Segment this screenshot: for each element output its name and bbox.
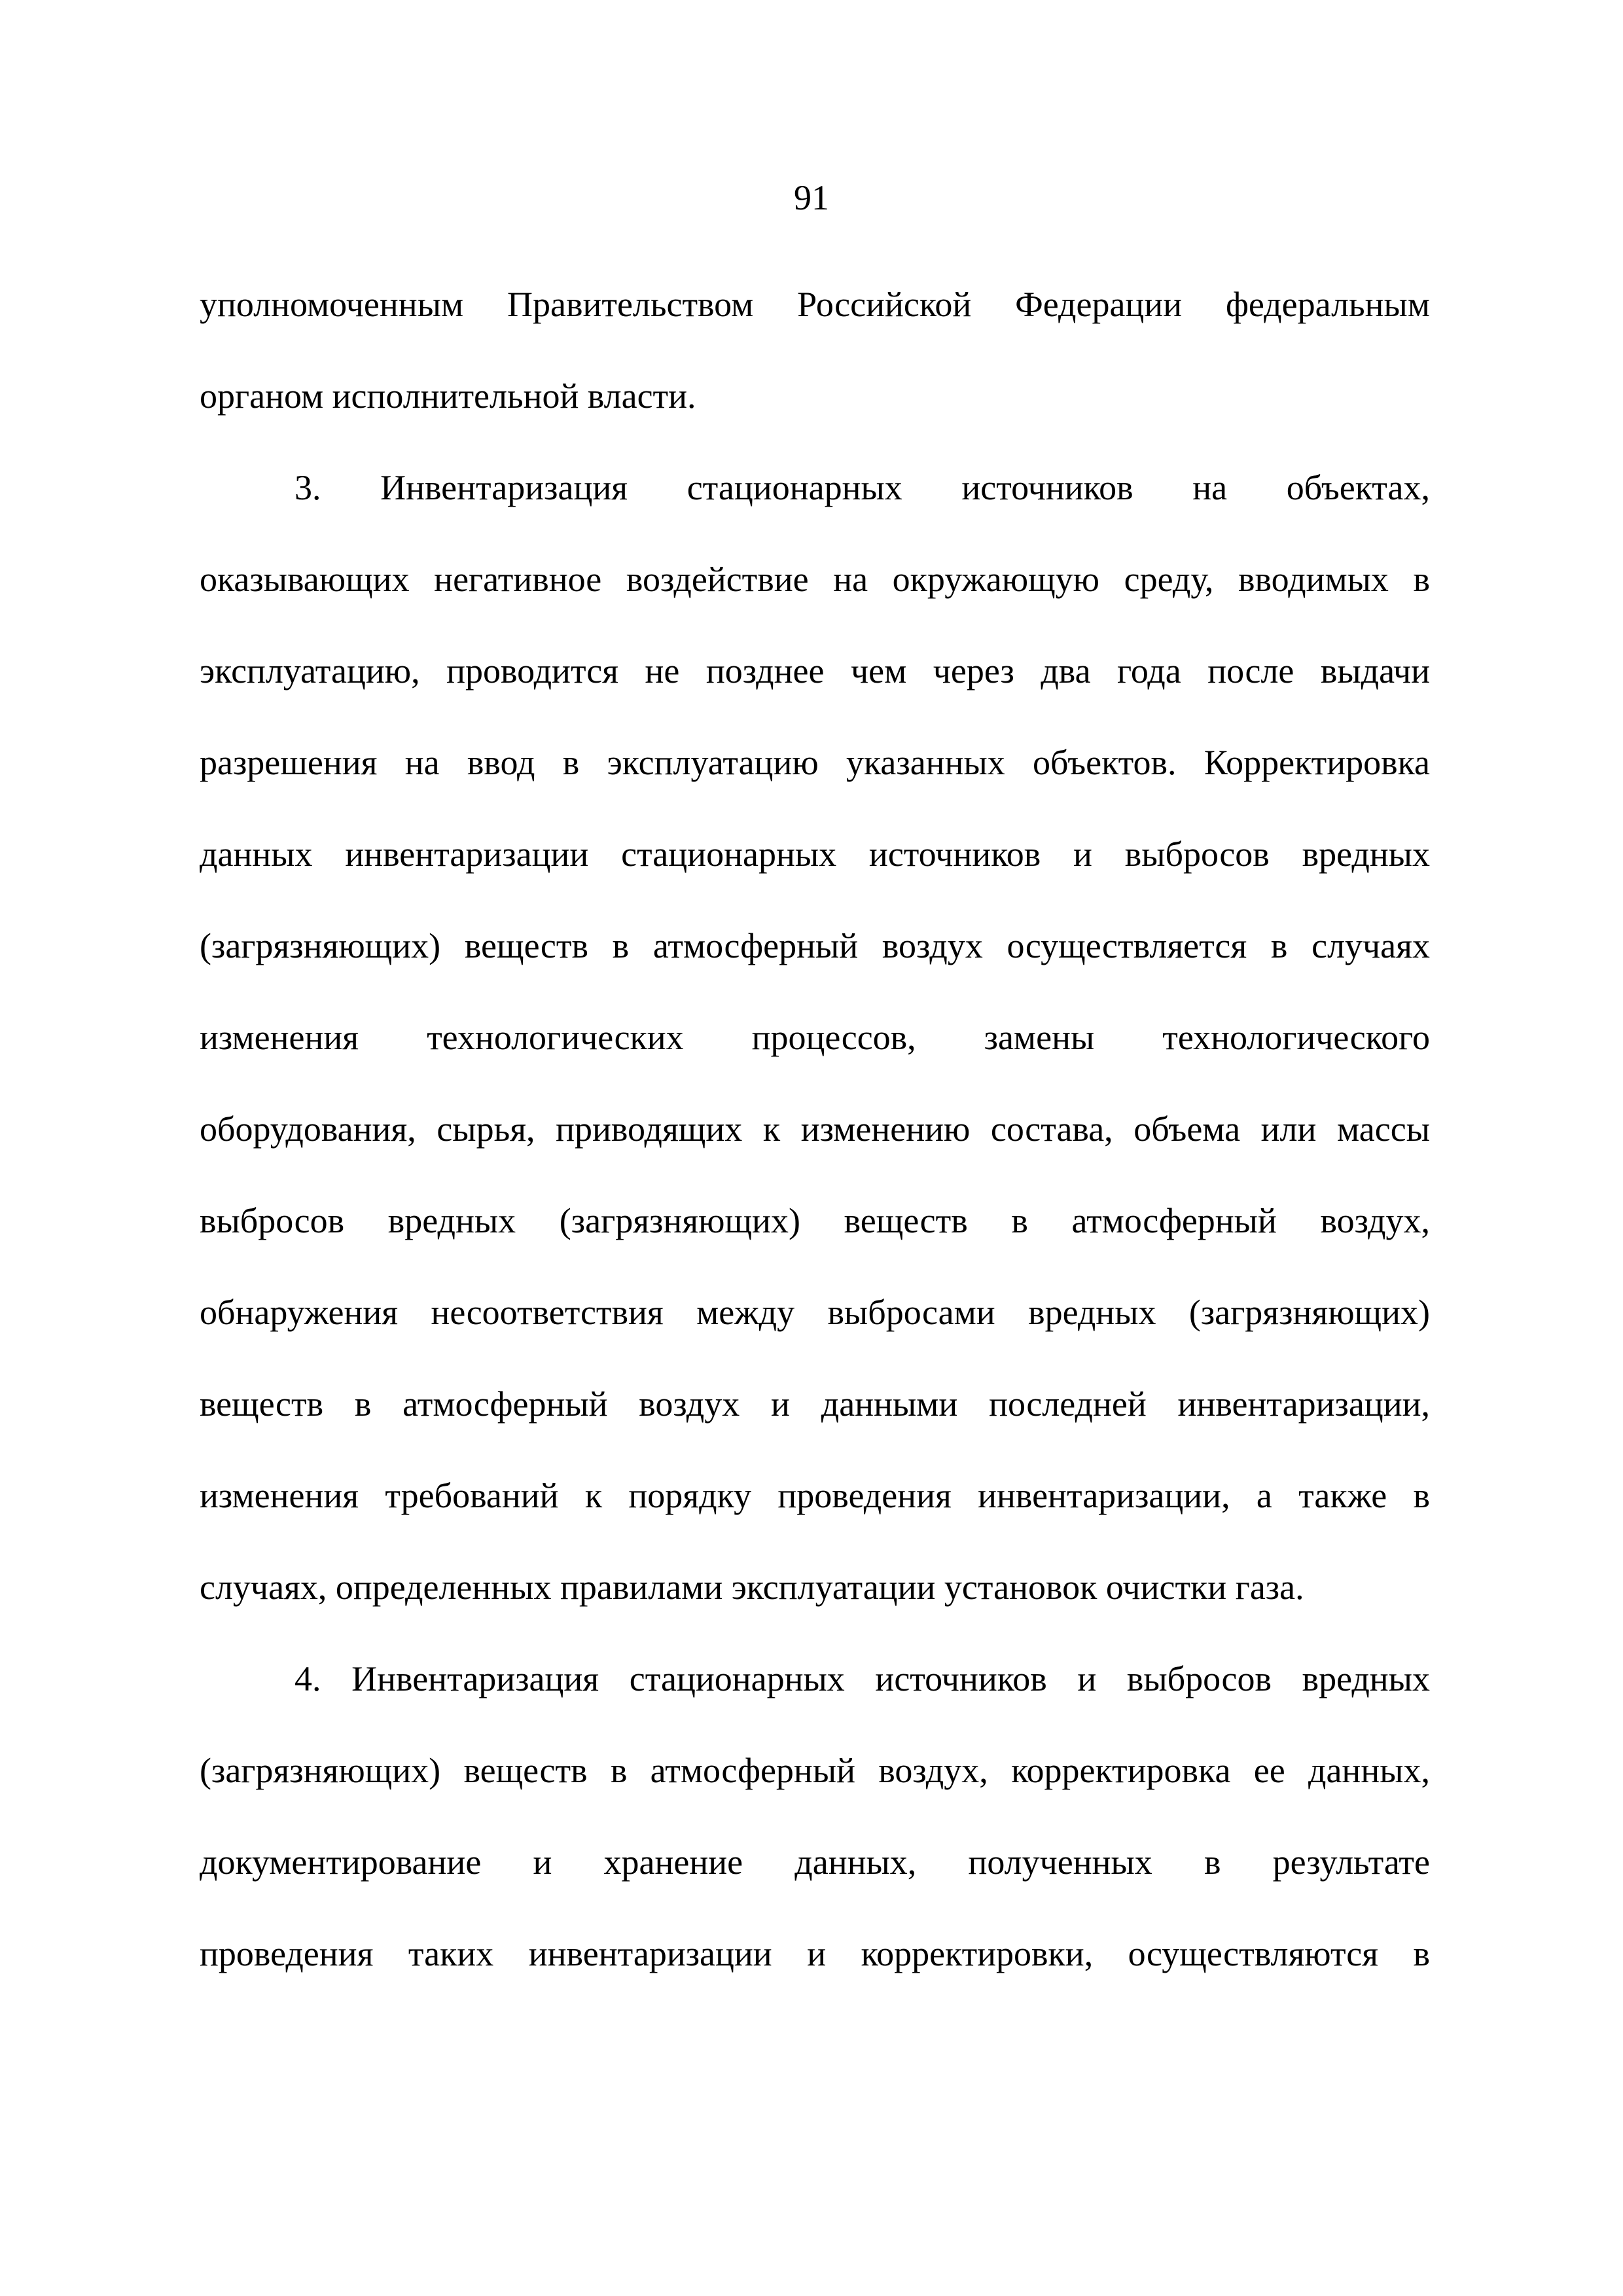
text-line: эксплуатацию, проводится не позднее чем через два года после выдачи <box>200 651 1430 691</box>
text-line: проведения таких инвентаризации и корректировки, осуществляются в <box>200 1934 1430 1973</box>
page-number: 91 <box>794 178 829 217</box>
text-line: оборудования, сырья, приводящих к изменению состава, объема или массы <box>200 1109 1430 1149</box>
text-line: данных инвентаризации стационарных источников и выбросов вредных <box>200 834 1430 874</box>
text-line: веществ в атмосферный воздух и данными последней инвентаризации, <box>200 1384 1430 1424</box>
text-line: 3. Инвентаризация стационарных источников на объектах, <box>294 468 1430 507</box>
text-line: изменения требований к порядку проведения инвентаризации, а также в <box>200 1476 1430 1515</box>
text-line: 4. Инвентаризация стационарных источников и выбросов вредных <box>294 1659 1430 1698</box>
text-line: разрешения на ввод в эксплуатацию указанных объектов. Корректировка <box>200 743 1430 782</box>
text-line: изменения технологических процессов, замены технологического <box>200 1018 1430 1057</box>
text-line: органом исполнительной власти. <box>200 376 696 416</box>
text-line: случаях, определенных правилами эксплуатации установок очистки газа. <box>200 1568 1304 1607</box>
text-line: выбросов вредных (загрязняющих) веществ в атмосферный воздух, <box>200 1201 1430 1240</box>
text-line: оказывающих негативное воздействие на окружающую среду, вводимых в <box>200 560 1430 599</box>
text-line: документирование и хранение данных, полученных в результате <box>200 1842 1430 1882</box>
text-line: обнаружения несоответствия между выбросами вредных (загрязняющих) <box>200 1293 1430 1332</box>
text-line: (загрязняющих) веществ в атмосферный воздух, корректировка ее данных, <box>200 1751 1430 1790</box>
text-line: (загрязняющих) веществ в атмосферный воздух осуществляется в случаях <box>200 926 1430 965</box>
text-line: уполномоченным Правительством Российской Федерации федеральным <box>200 285 1430 324</box>
